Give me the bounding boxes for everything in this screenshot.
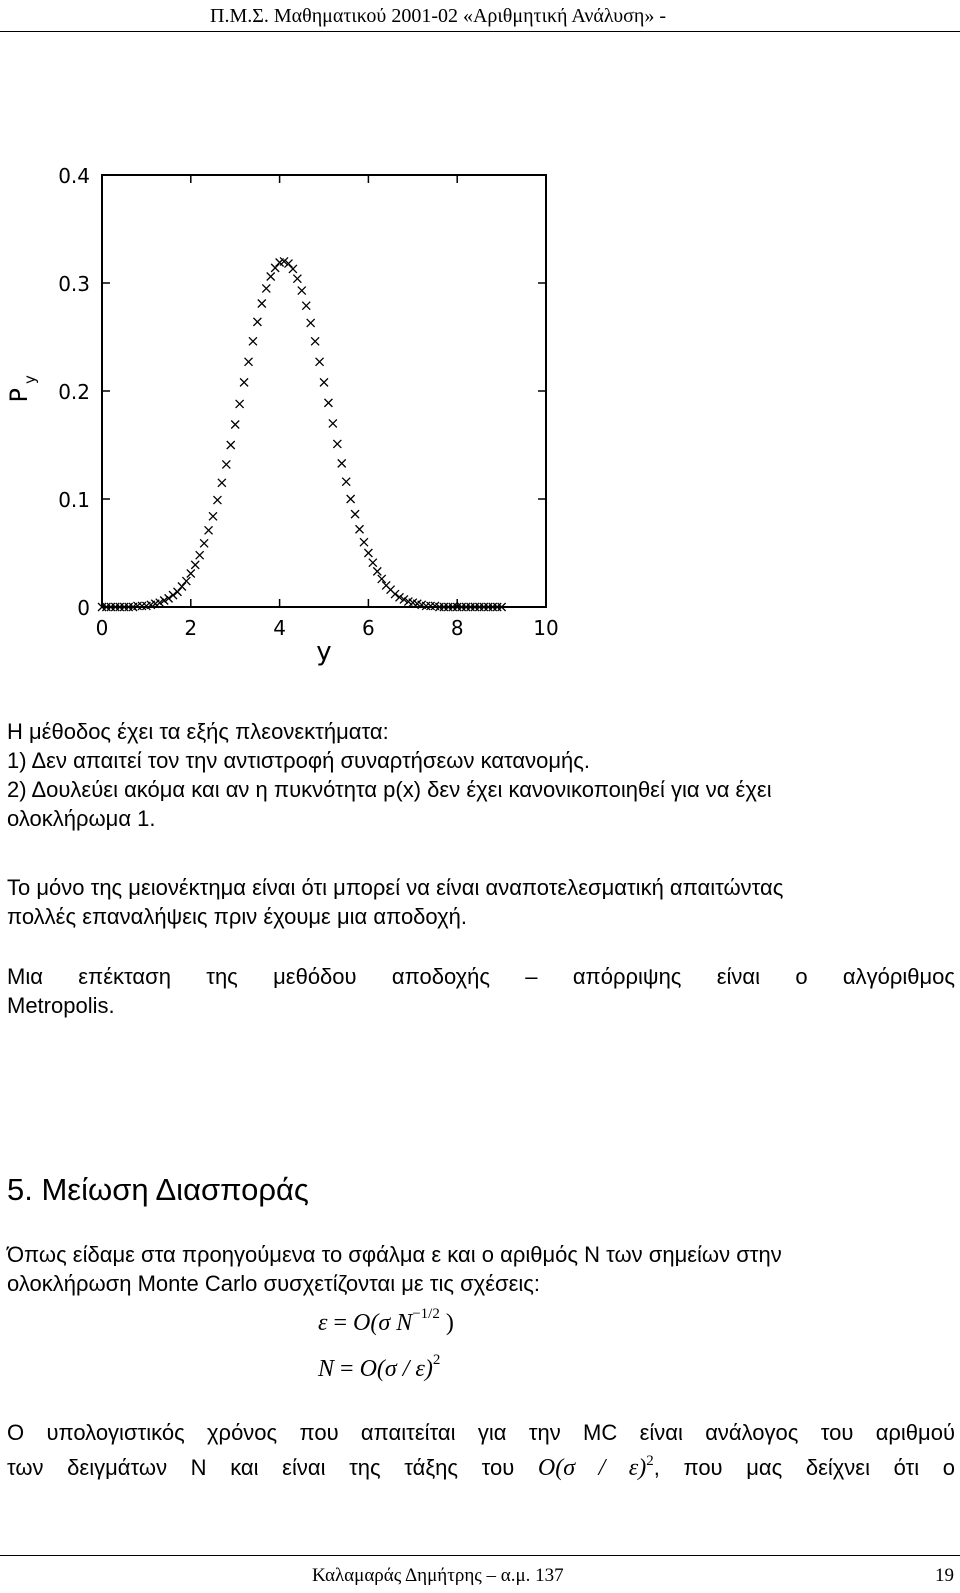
formula-big-o: O <box>359 1356 377 1382</box>
footer-rule <box>0 1555 960 1556</box>
data-point-marker <box>253 318 261 326</box>
data-point-marker <box>227 441 235 449</box>
data-point-marker <box>249 337 257 345</box>
data-point-marker <box>342 478 350 486</box>
x-axis-label: y <box>316 637 332 667</box>
formula-close: ) <box>439 1310 454 1336</box>
header-text: Π.Μ.Σ. Μαθηματικού 2001-02 «Αριθμητική Ανάλυση» - <box>210 5 667 27</box>
page-number: 19 <box>935 1565 954 1586</box>
extension-line: Μια επέκταση της μεθόδου αποδοχής – απόρριψης είναι ο αλγόριθμος <box>7 964 955 989</box>
inline-formula <box>538 1455 654 1481</box>
compute-line-2 <box>7 1453 955 1486</box>
advantages-line: 1) Δεν απαιτεί τον την αντιστροφή συναρτήσεων κατανομής. <box>7 748 590 773</box>
data-point-marker <box>209 512 217 520</box>
data-point-marker <box>187 570 195 578</box>
data-point-marker <box>338 459 346 467</box>
data-point-marker <box>364 549 372 557</box>
formula-samples <box>318 1352 441 1383</box>
header-rule <box>0 31 960 32</box>
x-tick-label: 6 <box>362 616 375 640</box>
advantages-line: ολοκλήρωμα 1. <box>7 806 156 831</box>
formula-big-o: O <box>353 1310 371 1336</box>
data-point-marker <box>373 567 381 575</box>
data-point-marker <box>182 577 190 585</box>
data-point-marker <box>307 319 315 327</box>
x-ticks <box>96 175 559 640</box>
x-tick-label: 4 <box>273 616 286 640</box>
extension-line: Metropolis. <box>7 993 115 1018</box>
data-point-marker <box>240 378 248 386</box>
advantages-paragraph <box>7 717 955 833</box>
data-point-marker <box>333 440 341 448</box>
data-point-marker <box>293 275 301 283</box>
y-tick-label: 0 <box>77 596 90 620</box>
inline-big-o: O <box>537 1455 556 1481</box>
data-point-marker <box>196 551 204 559</box>
data-point-marker <box>138 602 146 610</box>
data-point-marker <box>347 495 355 503</box>
inline-exponent: 2 <box>646 1453 654 1469</box>
data-point-marker <box>427 602 435 610</box>
data-point-marker <box>205 526 213 534</box>
y-tick-label: 0.4 <box>58 164 90 188</box>
variance-line: ολοκλήρωση Monte Carlo συσχετίζονται με τις σχέσεις: <box>7 1271 541 1296</box>
data-points <box>98 257 506 611</box>
footer-author: Καλαμαράς Δημήτρης – α.μ. 137 <box>312 1565 564 1586</box>
formula-argument: (σ / ε) <box>376 1356 433 1382</box>
x-tick-label: 8 <box>450 616 464 640</box>
page-header <box>0 0 960 34</box>
data-point-marker <box>213 496 221 504</box>
variance-line: Όπως είδαμε στα προηγούμενα το σφάλμα ε και ο αριθμός Ν των σημείων στην <box>7 1242 782 1267</box>
y-ticks <box>58 164 546 620</box>
page-footer <box>0 1555 960 1593</box>
data-point-marker <box>316 358 324 366</box>
data-point-marker <box>369 559 377 567</box>
formula-exponent: −1/2 <box>412 1306 440 1322</box>
compute-line: Ο υπολογιστικός χρόνος που απαιτείται για την MC είναι ανάλογος του αριθμού <box>7 1420 955 1445</box>
formula-argument: (σ N <box>370 1310 413 1336</box>
compute-text-after: , που μας δείχνει ότι ο <box>653 1455 955 1480</box>
formula-error <box>318 1306 454 1337</box>
data-point-marker <box>320 378 328 386</box>
formula-equals: = <box>334 1356 360 1382</box>
data-point-marker <box>231 420 239 428</box>
y-tick-label: 0.2 <box>58 380 90 404</box>
formula-lhs: ε <box>318 1310 328 1336</box>
data-point-marker <box>236 400 244 408</box>
data-point-marker <box>378 575 386 583</box>
data-point-marker <box>191 561 199 569</box>
data-point-marker <box>267 273 275 281</box>
data-point-marker <box>262 284 270 292</box>
data-point-marker <box>360 538 368 546</box>
plot-frame <box>102 175 546 607</box>
data-point-marker <box>271 264 279 272</box>
data-point-marker <box>173 588 181 596</box>
y-tick-label: 0.3 <box>58 272 90 296</box>
data-point-marker <box>329 419 337 427</box>
compute-text: των δειγμάτων N και είναι της τάξης του <box>7 1455 515 1480</box>
y-axis-label-group <box>5 375 39 402</box>
y-tick-label: 0.1 <box>58 488 90 512</box>
formula-lhs: N <box>318 1356 335 1382</box>
y-axis-label-subscript: y <box>21 375 39 384</box>
data-point-marker <box>289 265 297 273</box>
data-point-marker <box>178 582 186 590</box>
x-tick-label: 2 <box>184 616 198 640</box>
data-point-marker <box>298 287 306 295</box>
formula-exponent: 2 <box>432 1352 441 1368</box>
data-point-marker <box>351 510 359 518</box>
data-point-marker <box>302 302 310 310</box>
data-point-marker <box>356 525 364 533</box>
advantages-line: Η μέθοδος έχει τα εξής πλεονεκτήματα: <box>7 719 389 744</box>
distribution-chart <box>0 160 600 680</box>
data-point-marker <box>169 591 177 599</box>
inline-argument: (σ / ε) <box>555 1455 647 1481</box>
data-point-marker <box>218 479 226 487</box>
data-point-marker <box>258 300 266 308</box>
data-point-marker <box>311 337 319 345</box>
y-axis-label: P <box>5 388 33 403</box>
formula-equals: = <box>327 1310 354 1336</box>
disadvantage-line: πολλές επαναλήψεις πριν έχουμε μια αποδοχή. <box>7 904 467 929</box>
data-point-marker <box>222 460 230 468</box>
data-point-marker <box>200 539 208 547</box>
data-point-marker <box>245 358 253 366</box>
data-point-marker <box>391 590 399 598</box>
section-heading: 5. Μείωση Διασποράς <box>7 1172 309 1207</box>
advantages-line: 2) Δουλεύει ακόμα και αν η πυκνότητα p(x) δεν έχει κανονικοποιηθεί για να έχει <box>7 777 772 802</box>
compute-paragraph <box>7 1418 955 1486</box>
disadvantage-line: Το μόνο της μειονέκτημα είναι ότι μπορεί να είναι αναποτελεσματική απαιτώντας <box>7 875 784 900</box>
disadvantage-paragraph <box>7 873 955 931</box>
x-tick-label: 10 <box>533 616 559 640</box>
data-point-marker <box>324 399 332 407</box>
x-tick-label: 0 <box>95 616 109 640</box>
variance-paragraph <box>7 1240 955 1298</box>
extension-paragraph <box>7 962 955 1020</box>
